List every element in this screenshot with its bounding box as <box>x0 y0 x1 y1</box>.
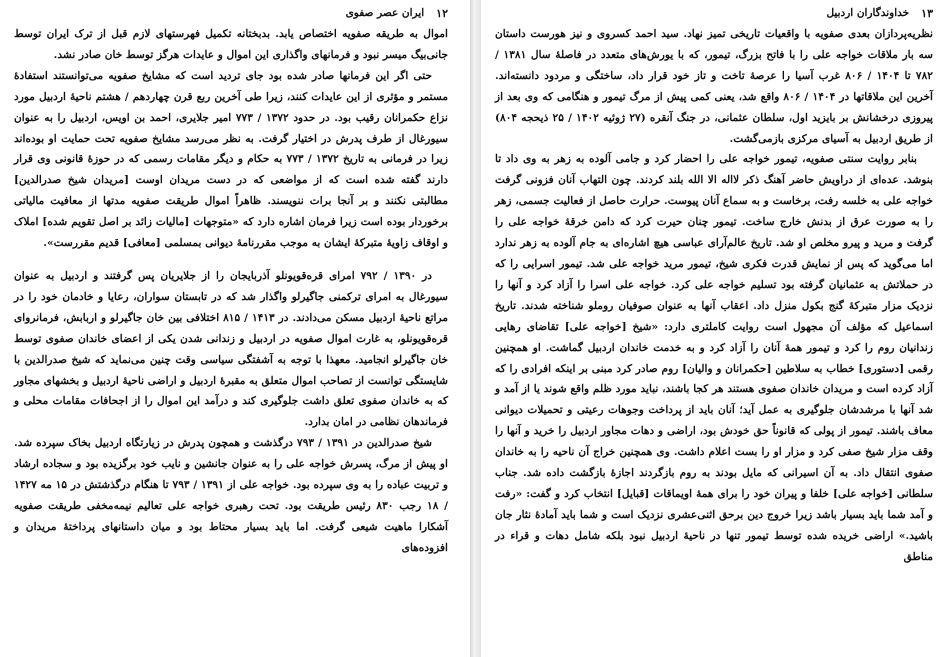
running-head-title: خداوندگاران اردبیل <box>826 7 910 19</box>
paragraph: نظریه‌پردازان بعدی صفویه با واقعیات تاریخی تمیز نهاد. سید احمد کسروی و نیز هورست داستان سه بار ملاقات خواجه علی را با فاتح بزرگ، تیمور، که با یورش‌های متعدد در فاصلهٔ سال ۱۳۸۱ / ۷۸۲ تا ۱۴۰۴ / ۸۰۶ غرب آسیا را عرصهٔ تاخت و تاز خود قرار داد، ساختگی و مردود دانسته‌اند. آخرین این ملاقاتها در ۱۴۰۴ / ۸۰۶ واقع شد، یعنی کمی پیش از مرگ تیمور و هنگامی که وی بعد از پیروزی درخشانش بر بایزید اول، سلطان عثمانی، در جنگ آنقره (۲۷ ژوئیه ۱۴۰۲ / ۲۵ ذیحجه ۸۰۴) از طریق اردبیل به آسیای مرکزی بازمی‌گشت. <box>495 28 934 145</box>
paragraph: در ۱۳۹۰ / ۷۹۲ امرای قره‌قویونلو آذربایجان را از جلایریان پس گرفتند و اردبیل به عنوان سیورغال به امرای ترکمنی جاگیرلو واگذار شد که در تابستان سواران، رعایا و خادمان خود را در مراتع ناحیهٔ اردبیل مسکن می‌دادند. در ۱۴۱۳ / ۸۱۵ اختلافی بین خان جاگیرلو و اربابش، فرمانروای قره‌قویونلو، به غارت اموال صفویه در اردبیل و زندانی شدن یکی از اعضای خاندان صفوی توسط خان جاگیرلو انجامید. معهذا با توجه به آشفتگی سیاسی وقت چنین می‌نماید که شیخ صدرالدین با شایستگی توانست از تصاحب اموال متعلق به مقبرهٔ اردبیل و اراضی ناحیهٔ اردبیل و بخشهای مجاور که به خاندان صفوی تعلق داشت جلوگیری کند و درآمد این اموال را از اجحافات مقامات محلی و فرماندهان نظامی در امان بدارد. <box>14 269 448 429</box>
paragraph: اموال به طریقه صفویه اختصاص یابد. بدبختانه تکمیل فهرستهای لازم قبل از ترک ایران توسط جانی‌بیگ میسر نبود و فرمانهای واگذاری این اموال و عایدات هرگز توسط خان صادر نشد. <box>14 28 448 61</box>
paragraph: حتی اگر این فرمانها صادر شده بود جای تردید است که مشایخ صفویه می‌توانستند استفادهٔ مستمر و مؤثری از این عایدات کنند، زیرا طی آخرین ربع قرن چهاردهم / هشتم ناحیهٔ اردبیل مورد نزاع حکمرانان رقیب بود. در حدود ۱۳۷۲ / ۷۷۳ امیر جلایری، احمد بن اویس، اردبیل را به عنوان سیورغال از طرف پدرش در اختیار گرفت. به نظر می‌رسد مشایخ صفویه تحت حمایت او بوده‌اند زیرا در فرمانی به تاریخ ۱۳۷۲ / ۷۷۳ به حکام و دیگر مقامات رسمی که در حوزهٔ قانونی وی قرار دارند گفته شده است که از مواضعی که در دست مریدان اوست [مریدان شیخ صدرالدین] مطالبتی نکنند و بر آنجا برات ننویسند. ظاهراً اموال طریقت صفویه مدتها از معافیت مالیاتی برخوردار بوده است زیرا فرمان اشاره دارد که «متوجهات [مالیات زائد بر اصل تقویم شده] املاک و اوقاف زاویهٔ متبرکهٔ ایشان به موجب مقررنامهٔ دیوانی بمسلمی [معافی] قدیم مقررست». <box>14 69 448 250</box>
running-head <box>14 2 448 24</box>
book-gutter <box>470 0 481 657</box>
paragraph: شیخ صدرالدین در ۱۳۹۱ / ۷۹۳ درگذشت و همچون پدرش در زیارتگاه اردبیل بخاک سپرده شد. او پیش از مرگ، پسرش خواجه علی را به عنوان جانشین و نایب خود برگزیده بود و سجاده ارشاد و تربیت عباده را به وی سپرده بود. خواجه علی از ۱۳۹۱ / ۷۹۳ تا هنگام درگذشتش در ۱۵ مه ۱۴۲۷ / ۱۸ رجب ۸۳۰ رئیس طریقت بود. تحت رهبری خواجه علی تعالیم نیمه‌مخفی طریقت صفویه آشکارا ماهیت شیعی گرفت. اما باید بسیار محتاط بود و میان داستانهای پرداختهٔ مریدان و افزوده‌های <box>14 437 448 554</box>
paragraph-gap <box>14 254 448 266</box>
left-page <box>0 0 470 657</box>
right-page <box>481 0 951 657</box>
left-page-body <box>14 24 448 559</box>
paragraph: بنابر روایت سنتی صفویه، تیمور خواجه علی را احضار کرد و جامی آلوده به زهر به وی داد تا بنوشد. عده‌ای از دراویش حاضر آهنگ ذکر لااله الا الله بلند کردند. چون التهاب آنان فزونی گرفت خواجه علی به خلسه رفت، برخاست و به سماع آنان پیوست. حرارت حاصل از فعالیت جسمی، زهر را به صورت عرق از بدنش خارج ساخت. تیمور چنان حیرت کرد که دامن خرقهٔ خواجه علی را گرفت و مرید و پیرو مخلص او شد. تاریخ عالم‌آرای عباسی هیچ اشاره‌ای به جام آلوده به زهر ندارد اما می‌گوید که پس از نمایش قدرت فکری شیخ، تیمور مرید خواجه علی شد. تیمور اسرایی را که در حملاتش به عثمانیان گرفته بود تسلیم خواجه علی کرد. خواجه علی اسرا را آزاد کرد و آنها را نزدیک مزار متبرکهٔ گنج بکول منزل داد. اعقاب آنها به عنوان صوفیان روملو شناخته شدند. تاریخ اسماعیل که مؤلف آن مجهول است روایت کاملتری دارد: «شیخ [خواجه علی] تقاضای رهایی زندانیان روم را کرد و تیمور همهٔ آنان را آزاد کرد و به خدمت خاندان اردبیل گماشت. او همچنین رقمی [دستوری] خطاب به سلاطین [حکمرانان و والیان] روم صادر کرد مبنی بر اینکه افرادی را که آزاد کرده است و مریدان خاندان صفوی هستند هر کجا باشند، نباید مورد ظلم واقع شوند یا از آمد و شد آنها با مرشدشان جلوگیری به عمل آید؛ آنان باید از پرداخت وجوهات رعیتی و تحمیلات دیوانی معاف باشند. تیمور از پولی که قانوناً حق خودش بود، اراضی و دهات مجاور اردبیل را خرید و آنها را وقف مزار شیخ صفی کرد و مزار او را بست اعلام داشت. وی همچنین خراج آن ناحیه را به خاندان صفوی انتقال داد. به آن اسیرانی که مایل بودند به روم بازگردند اجازهٔ بازگشت داده شد. جناب سلطانی [خواجه علی] خلفا و پیران خود را برای همهٔ اویماقات [قبایل] انتخاب کرد و گفت: «رفت و آمد شما باید بسیار باشد زیرا خروج دین برحق اثنی‌عشری نزدیک است و شما باید آمادهٔ نثار جان باشید.» اراضی خریده شده توسط تیمور تنها در ناحیهٔ اردبیل نبود بلکه شامل دهات و قراء در مناطق <box>495 153 933 563</box>
right-page-body <box>495 24 933 568</box>
page-number: ۱۳ <box>921 6 933 20</box>
page-number: ۱۲ <box>436 6 448 20</box>
running-head-title: ایران عصر صفوی <box>345 7 425 19</box>
running-head <box>495 2 933 24</box>
